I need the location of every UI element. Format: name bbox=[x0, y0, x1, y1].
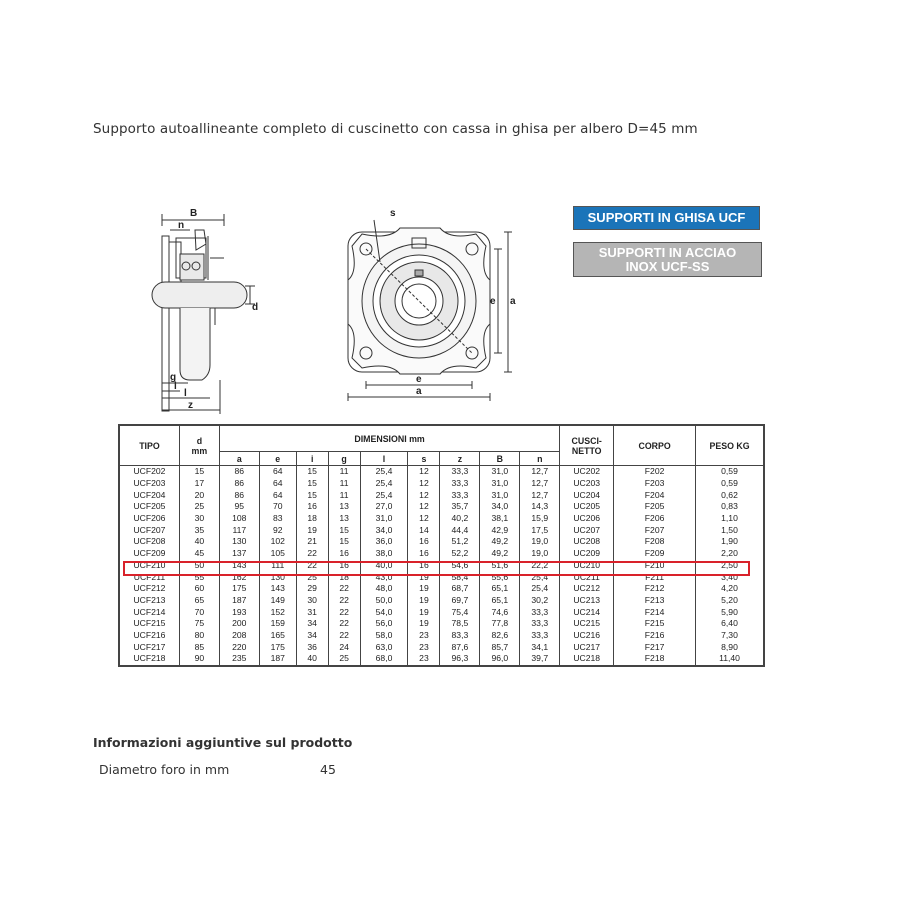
table-cell: 11 bbox=[328, 489, 360, 501]
table-cell: 14,3 bbox=[520, 501, 560, 513]
table-cell: 92 bbox=[259, 524, 296, 536]
subheader-dim: B bbox=[480, 452, 520, 466]
table-cell: F211 bbox=[614, 571, 696, 583]
dim-label-d: d bbox=[252, 302, 259, 313]
header-cuscinetto: CUSCI- NETTO bbox=[560, 426, 614, 466]
table-cell: 2,20 bbox=[696, 548, 764, 560]
table-cell: 55 bbox=[179, 571, 219, 583]
table-cell: UC209 bbox=[560, 548, 614, 560]
table-cell: 31,0 bbox=[480, 478, 520, 490]
table-cell: 83 bbox=[259, 513, 296, 525]
table-cell: 83,3 bbox=[440, 630, 480, 642]
table-row bbox=[120, 618, 764, 630]
table-cell: 12 bbox=[408, 501, 440, 513]
table-row bbox=[120, 524, 764, 536]
table-cell: F214 bbox=[614, 606, 696, 618]
dim-label-n: n bbox=[178, 220, 185, 231]
header-corpo: CORPO bbox=[614, 426, 696, 466]
table-cell: 64 bbox=[259, 489, 296, 501]
table-cell: 65,1 bbox=[480, 595, 520, 607]
table-cell: 23 bbox=[408, 641, 440, 653]
table-cell: 11 bbox=[328, 466, 360, 478]
table-cell: 35,7 bbox=[440, 501, 480, 513]
table-cell: 58,0 bbox=[360, 630, 408, 642]
table-cell: 22 bbox=[296, 560, 328, 572]
table-cell: UC203 bbox=[560, 478, 614, 490]
table-cell: 22 bbox=[328, 630, 360, 642]
table-cell: F218 bbox=[614, 653, 696, 665]
table-cell: UCF217 bbox=[120, 641, 180, 653]
table-cell: 0,62 bbox=[696, 489, 764, 501]
table-cell: 187 bbox=[259, 653, 296, 665]
info-section-title: Informazioni aggiuntive sul prodotto bbox=[93, 735, 353, 750]
table-cell: 12 bbox=[408, 489, 440, 501]
table-row bbox=[120, 478, 764, 490]
subheader-dim: e bbox=[259, 452, 296, 466]
table-cell: 39,7 bbox=[520, 653, 560, 665]
table-cell: 31,0 bbox=[480, 489, 520, 501]
table-cell: 30 bbox=[296, 595, 328, 607]
subheader-dim: z bbox=[440, 452, 480, 466]
table-cell: 5,20 bbox=[696, 595, 764, 607]
table-cell: 29 bbox=[296, 583, 328, 595]
table-cell: 34,0 bbox=[360, 524, 408, 536]
header-peso: PESO KG bbox=[696, 426, 764, 466]
table-row bbox=[120, 630, 764, 642]
table-cell: F206 bbox=[614, 513, 696, 525]
dim-label-s: s bbox=[390, 208, 396, 219]
table-cell: UC212 bbox=[560, 583, 614, 595]
table-cell: 33,3 bbox=[520, 606, 560, 618]
table-cell: 4,20 bbox=[696, 583, 764, 595]
table-cell: 25 bbox=[179, 501, 219, 513]
table-cell: UCF211 bbox=[120, 571, 180, 583]
table-cell: 1,10 bbox=[696, 513, 764, 525]
subheader-dim: g bbox=[328, 452, 360, 466]
table-cell: 15 bbox=[179, 466, 219, 478]
table-cell: 165 bbox=[259, 630, 296, 642]
table-cell: 17 bbox=[179, 478, 219, 490]
table-cell: 25 bbox=[328, 653, 360, 665]
table-cell: 16 bbox=[328, 548, 360, 560]
table-cell: UCF210 bbox=[120, 560, 180, 572]
table-cell: 38,0 bbox=[360, 548, 408, 560]
table-cell: 17,5 bbox=[520, 524, 560, 536]
table-cell: 69,7 bbox=[440, 595, 480, 607]
table-cell: 8,90 bbox=[696, 641, 764, 653]
table-row bbox=[120, 513, 764, 525]
table-cell: 27,0 bbox=[360, 501, 408, 513]
table-cell: 12,7 bbox=[520, 489, 560, 501]
table-cell: F205 bbox=[614, 501, 696, 513]
table-cell: 75 bbox=[179, 618, 219, 630]
table-cell: UC208 bbox=[560, 536, 614, 548]
table-cell: 105 bbox=[259, 548, 296, 560]
product-description: Supporto autoallineante completo di cuscinetto con cassa in ghisa per albero D=45 mm bbox=[93, 121, 698, 137]
table-cell: 15 bbox=[296, 478, 328, 490]
table-cell: 13 bbox=[328, 513, 360, 525]
table-cell: 51,6 bbox=[480, 560, 520, 572]
table-cell: 33,3 bbox=[440, 478, 480, 490]
table-cell: 63,0 bbox=[360, 641, 408, 653]
table-cell: 187 bbox=[219, 595, 259, 607]
table-cell: 12 bbox=[408, 513, 440, 525]
table-cell: 31,0 bbox=[360, 513, 408, 525]
subheader-dim: s bbox=[408, 452, 440, 466]
table-cell: 1,50 bbox=[696, 524, 764, 536]
table-cell: 175 bbox=[219, 583, 259, 595]
table-cell: 111 bbox=[259, 560, 296, 572]
info-label-diametro: Diametro foro in mm bbox=[99, 762, 230, 777]
table-cell: 13 bbox=[328, 501, 360, 513]
table-cell: 80 bbox=[179, 630, 219, 642]
dim-label-b: B bbox=[190, 208, 198, 219]
table-cell: 25,4 bbox=[360, 489, 408, 501]
table-cell: 50,0 bbox=[360, 595, 408, 607]
table-cell: 74,6 bbox=[480, 606, 520, 618]
dim-label-e-vertical: e bbox=[490, 296, 496, 307]
table-cell: UCF203 bbox=[120, 478, 180, 490]
table-cell: 193 bbox=[219, 606, 259, 618]
table-cell: F212 bbox=[614, 583, 696, 595]
dim-label-i: i bbox=[174, 381, 177, 392]
table-cell: 54,6 bbox=[440, 560, 480, 572]
table-cell: 85 bbox=[179, 641, 219, 653]
table-cell: 149 bbox=[259, 595, 296, 607]
table-cell: 86 bbox=[219, 478, 259, 490]
table-cell: 108 bbox=[219, 513, 259, 525]
table-cell: 18 bbox=[328, 571, 360, 583]
table-cell: UCF208 bbox=[120, 536, 180, 548]
table-cell: UCF209 bbox=[120, 548, 180, 560]
table-cell: F216 bbox=[614, 630, 696, 642]
table-cell: 86 bbox=[219, 466, 259, 478]
table-row bbox=[120, 466, 764, 478]
table-cell: 143 bbox=[259, 583, 296, 595]
table-cell: UCF204 bbox=[120, 489, 180, 501]
table-cell: 52,2 bbox=[440, 548, 480, 560]
table-cell: 1,90 bbox=[696, 536, 764, 548]
table-cell: 64 bbox=[259, 478, 296, 490]
table-cell: 33,3 bbox=[520, 630, 560, 642]
table-cell: 12 bbox=[408, 478, 440, 490]
table-cell: 30,2 bbox=[520, 595, 560, 607]
table-cell: 50 bbox=[179, 560, 219, 572]
table-cell: F204 bbox=[614, 489, 696, 501]
table-cell: 143 bbox=[219, 560, 259, 572]
table-cell: 60 bbox=[179, 583, 219, 595]
table-cell: 16 bbox=[328, 560, 360, 572]
table-cell: 3,40 bbox=[696, 571, 764, 583]
table-cell: 11,40 bbox=[696, 653, 764, 665]
table-cell: 40,0 bbox=[360, 560, 408, 572]
table-cell: 33,3 bbox=[520, 618, 560, 630]
table-cell: 70 bbox=[259, 501, 296, 513]
table-cell: 25,4 bbox=[520, 583, 560, 595]
subheader-dim: i bbox=[296, 452, 328, 466]
supporti-ghisa-button[interactable]: SUPPORTI IN GHISA UCF bbox=[573, 206, 760, 230]
supporti-inox-button[interactable]: SUPPORTI IN ACCIAO INOX UCF-SS bbox=[573, 242, 762, 277]
table-cell: 18 bbox=[296, 513, 328, 525]
table-cell: 82,6 bbox=[480, 630, 520, 642]
table-cell: 15 bbox=[328, 524, 360, 536]
table-cell: 49,2 bbox=[480, 536, 520, 548]
table-cell: 19,0 bbox=[520, 536, 560, 548]
table-cell: 14 bbox=[408, 524, 440, 536]
table-cell: 235 bbox=[219, 653, 259, 665]
table-cell: 49,2 bbox=[480, 548, 520, 560]
table-cell: 208 bbox=[219, 630, 259, 642]
specification-table bbox=[119, 425, 764, 666]
table-cell: UCF206 bbox=[120, 513, 180, 525]
table-cell: UCF202 bbox=[120, 466, 180, 478]
table-cell: 19 bbox=[408, 583, 440, 595]
table-cell: UC207 bbox=[560, 524, 614, 536]
table-cell: 22 bbox=[328, 595, 360, 607]
table-cell: 19,0 bbox=[520, 548, 560, 560]
table-cell: 34 bbox=[296, 630, 328, 642]
table-cell: 90 bbox=[179, 653, 219, 665]
table-cell: 19 bbox=[408, 618, 440, 630]
table-cell: 68,7 bbox=[440, 583, 480, 595]
table-cell: 48,0 bbox=[360, 583, 408, 595]
table-cell: 40,2 bbox=[440, 513, 480, 525]
subheader-dim: l bbox=[360, 452, 408, 466]
table-cell: F207 bbox=[614, 524, 696, 536]
table-cell: 15 bbox=[296, 489, 328, 501]
table-cell: 15 bbox=[328, 536, 360, 548]
table-row bbox=[120, 595, 764, 607]
table-cell: UC211 bbox=[560, 571, 614, 583]
table-cell: 56,0 bbox=[360, 618, 408, 630]
table-cell: 36 bbox=[296, 641, 328, 653]
table-cell: 22,2 bbox=[520, 560, 560, 572]
table-cell: 64 bbox=[259, 466, 296, 478]
table-cell: UCF207 bbox=[120, 524, 180, 536]
dim-label-g: g bbox=[170, 372, 177, 383]
table-cell: 12,7 bbox=[520, 478, 560, 490]
table-cell: 36,0 bbox=[360, 536, 408, 548]
header-d: d mm bbox=[179, 426, 219, 466]
table-cell: 55,6 bbox=[480, 571, 520, 583]
table-cell: 34 bbox=[296, 618, 328, 630]
table-cell: 7,30 bbox=[696, 630, 764, 642]
table-cell: 2,50 bbox=[696, 560, 764, 572]
dim-label-a-horizontal: a bbox=[416, 386, 422, 397]
dim-label-l: l bbox=[184, 388, 187, 399]
table-cell: 43,0 bbox=[360, 571, 408, 583]
table-cell: 54,0 bbox=[360, 606, 408, 618]
table-cell: F203 bbox=[614, 478, 696, 490]
table-row bbox=[120, 653, 764, 665]
header-tipo: TIPO bbox=[120, 426, 180, 466]
table-cell: 34,0 bbox=[480, 501, 520, 513]
table-cell: 45 bbox=[179, 548, 219, 560]
table-cell: UCF205 bbox=[120, 501, 180, 513]
table-cell: 87,6 bbox=[440, 641, 480, 653]
table-cell: 35 bbox=[179, 524, 219, 536]
table-row bbox=[120, 501, 764, 513]
table-cell: 152 bbox=[259, 606, 296, 618]
table-cell: 75,4 bbox=[440, 606, 480, 618]
table-cell: 22 bbox=[328, 618, 360, 630]
table-cell: UC216 bbox=[560, 630, 614, 642]
table-cell: 19 bbox=[408, 595, 440, 607]
table-cell: UCF213 bbox=[120, 595, 180, 607]
table-cell: 16 bbox=[296, 501, 328, 513]
table-cell: 85,7 bbox=[480, 641, 520, 653]
table-cell: 12,7 bbox=[520, 466, 560, 478]
table-cell: 30 bbox=[179, 513, 219, 525]
table-cell: F209 bbox=[614, 548, 696, 560]
table-cell: 23 bbox=[408, 630, 440, 642]
info-value-diametro: 45 bbox=[320, 762, 336, 777]
table-cell: UC206 bbox=[560, 513, 614, 525]
table-cell: 25,4 bbox=[360, 466, 408, 478]
table-cell: 65,1 bbox=[480, 583, 520, 595]
table-cell: UCF216 bbox=[120, 630, 180, 642]
table-cell: UC202 bbox=[560, 466, 614, 478]
table-cell: F217 bbox=[614, 641, 696, 653]
table-cell: 12 bbox=[408, 466, 440, 478]
table-cell: 175 bbox=[259, 641, 296, 653]
table-cell: 70 bbox=[179, 606, 219, 618]
header-dimensioni: DIMENSIONI mm bbox=[219, 426, 559, 452]
table-cell: 117 bbox=[219, 524, 259, 536]
table-cell: 42,9 bbox=[480, 524, 520, 536]
table-cell: 40 bbox=[296, 653, 328, 665]
table-cell: 34,1 bbox=[520, 641, 560, 653]
table-cell: 159 bbox=[259, 618, 296, 630]
table-cell: 96,0 bbox=[480, 653, 520, 665]
table-cell: F210 bbox=[614, 560, 696, 572]
table-cell: 22 bbox=[296, 548, 328, 560]
dim-label-a-vertical: a bbox=[510, 296, 516, 307]
technical-drawing bbox=[140, 200, 540, 420]
table-cell: UC213 bbox=[560, 595, 614, 607]
highlighted-row-outline bbox=[123, 561, 750, 576]
table-cell: 23 bbox=[408, 653, 440, 665]
table-cell: 162 bbox=[219, 571, 259, 583]
table-cell: 44,4 bbox=[440, 524, 480, 536]
table-cell: UCF215 bbox=[120, 618, 180, 630]
table-cell: 38,1 bbox=[480, 513, 520, 525]
table-cell: 25,4 bbox=[520, 571, 560, 583]
table-cell: 130 bbox=[219, 536, 259, 548]
subheader-dim: n bbox=[520, 452, 560, 466]
subheader-dim: a bbox=[219, 452, 259, 466]
table-cell: 95 bbox=[219, 501, 259, 513]
table-cell: 137 bbox=[219, 548, 259, 560]
table-cell: UC205 bbox=[560, 501, 614, 513]
table-cell: F215 bbox=[614, 618, 696, 630]
table-cell: F208 bbox=[614, 536, 696, 548]
table-cell: 130 bbox=[259, 571, 296, 583]
table-cell: 25 bbox=[296, 571, 328, 583]
table-cell: 33,3 bbox=[440, 489, 480, 501]
table-cell: 19 bbox=[408, 571, 440, 583]
table-cell: 5,90 bbox=[696, 606, 764, 618]
table-cell: 22 bbox=[328, 606, 360, 618]
table-row bbox=[120, 536, 764, 548]
table-cell: 19 bbox=[408, 606, 440, 618]
table-cell: 51,2 bbox=[440, 536, 480, 548]
table-cell: 0,59 bbox=[696, 478, 764, 490]
table-cell: 19 bbox=[296, 524, 328, 536]
dim-label-z: z bbox=[188, 400, 193, 411]
table-cell: 77,8 bbox=[480, 618, 520, 630]
table-cell: 16 bbox=[408, 560, 440, 572]
table-cell: UC218 bbox=[560, 653, 614, 665]
dim-label-e-horizontal: e bbox=[416, 374, 422, 385]
table-cell: 20 bbox=[179, 489, 219, 501]
table-cell: 31,0 bbox=[480, 466, 520, 478]
table-cell: 16 bbox=[408, 548, 440, 560]
table-cell: UC215 bbox=[560, 618, 614, 630]
table-cell: 16 bbox=[408, 536, 440, 548]
table-row bbox=[120, 489, 764, 501]
table-cell: F213 bbox=[614, 595, 696, 607]
table-cell: 58,4 bbox=[440, 571, 480, 583]
table-cell: 15 bbox=[296, 466, 328, 478]
table-cell: UC214 bbox=[560, 606, 614, 618]
table-cell: 6,40 bbox=[696, 618, 764, 630]
table-cell: UCF212 bbox=[120, 583, 180, 595]
table-cell: UCF218 bbox=[120, 653, 180, 665]
table-cell: 25,4 bbox=[360, 478, 408, 490]
table-row bbox=[120, 641, 764, 653]
table-row bbox=[120, 548, 764, 560]
table-cell: UCF214 bbox=[120, 606, 180, 618]
table-cell: UC210 bbox=[560, 560, 614, 572]
table-cell: 102 bbox=[259, 536, 296, 548]
table-cell: 11 bbox=[328, 478, 360, 490]
table-cell: 220 bbox=[219, 641, 259, 653]
table-cell: 200 bbox=[219, 618, 259, 630]
table-cell: 22 bbox=[328, 583, 360, 595]
table-cell: 96,3 bbox=[440, 653, 480, 665]
table-row bbox=[120, 606, 764, 618]
table-cell: F202 bbox=[614, 466, 696, 478]
table-cell: 40 bbox=[179, 536, 219, 548]
table-row bbox=[120, 583, 764, 595]
table-cell: 78,5 bbox=[440, 618, 480, 630]
table-cell: 24 bbox=[328, 641, 360, 653]
table-cell: 0,59 bbox=[696, 466, 764, 478]
table-cell: UC217 bbox=[560, 641, 614, 653]
table-cell: 0,83 bbox=[696, 501, 764, 513]
table-cell: 86 bbox=[219, 489, 259, 501]
table-cell: 33,3 bbox=[440, 466, 480, 478]
table-cell: 21 bbox=[296, 536, 328, 548]
table-cell: 15,9 bbox=[520, 513, 560, 525]
table-cell: 31 bbox=[296, 606, 328, 618]
table-cell: UC204 bbox=[560, 489, 614, 501]
table-cell: 68,0 bbox=[360, 653, 408, 665]
table-cell: 65 bbox=[179, 595, 219, 607]
